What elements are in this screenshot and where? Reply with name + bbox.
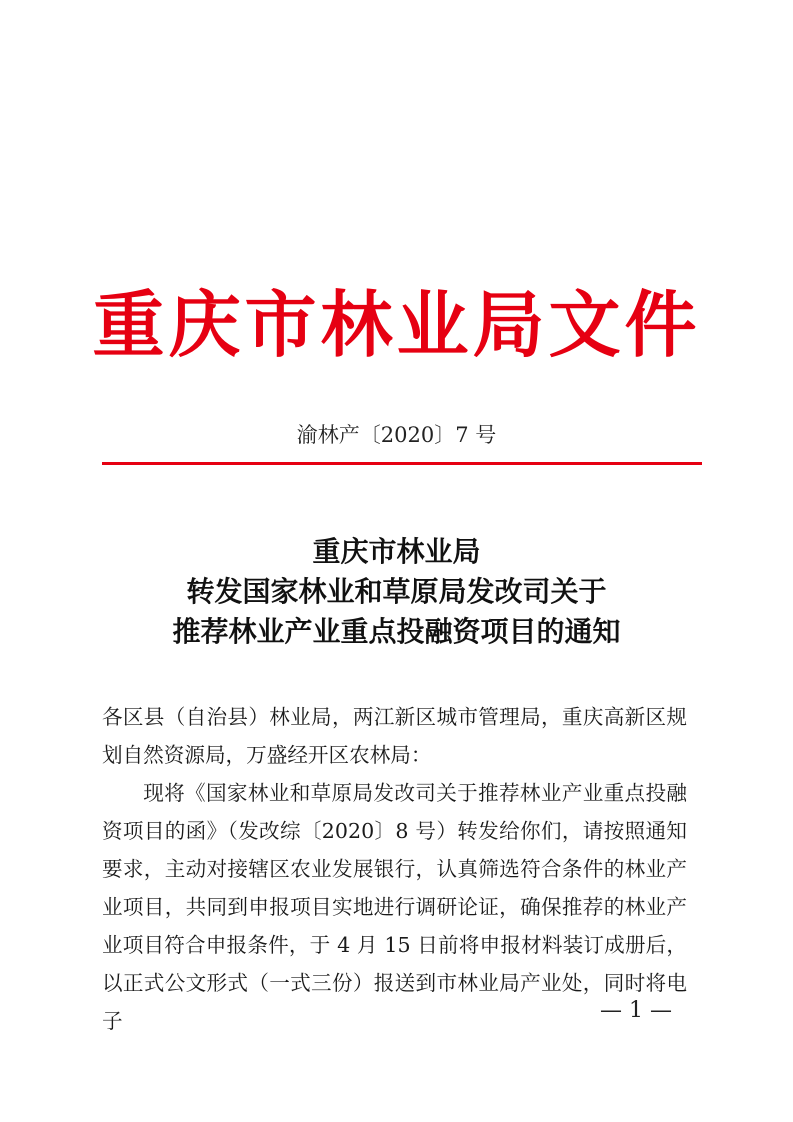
addressees-paragraph: 各区县（自治县）林业局，两江新区城市管理局，重庆高新区规划自然资源局，万盛经开区农林局： — [102, 705, 687, 767]
page-number: — 1 — — [600, 998, 672, 1023]
document-number: 渝林产〔2020〕7 号 — [296, 423, 497, 447]
notice-title-line-2: 转发国家林业和草原局发改司关于 — [186, 575, 607, 608]
notice-title-line-3: 推荐林业产业重点投融资项目的通知 — [172, 615, 621, 648]
document-body — [102, 698, 687, 1040]
notice-title — [0, 532, 793, 652]
red-separator-line — [102, 462, 702, 465]
document-header-title: 重庆市林业局文件 — [92, 282, 701, 367]
body-paragraph-1: 现将《国家林业和草原局发改司关于推荐林业产业重点投融资项目的函》（发改综〔2020〕8 号）转发给你们，请按照通知要求，主动对接辖区农业发展银行，认真筛选符合条件的林业产业项目，共同到申报项目实地进行调研论证，确保推荐的林业产业项目符合申报条件，于 4 月 15 日前将申报材料装订成册后，以正式公文形式（一式三份）报送到市林业局产业处，同时将电子 — [102, 781, 687, 1033]
notice-title-line-1: 重庆市林业局 — [312, 535, 481, 568]
